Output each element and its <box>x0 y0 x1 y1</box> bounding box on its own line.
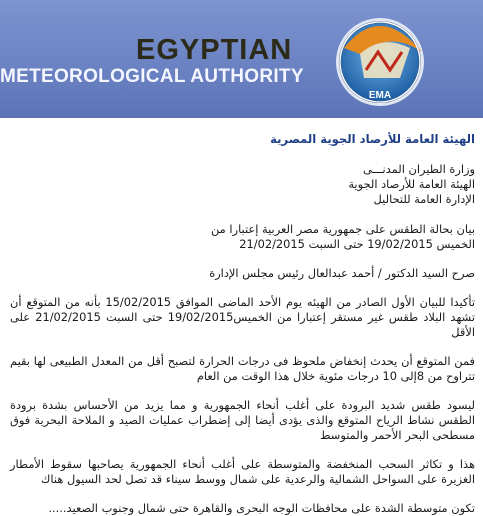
paragraph-3: ليسود طقس شديد البرودة على أغلب أنحاء الجمهورية و مما يزيد من الأحساس بشدة برودة الطقس نشاط الرياح المتوقع والذى يؤدى أيضا إلى إضطراب عمليات الصيد و الملاحة البحرية فوق مسطحى البحر الأحمر والمتوسط <box>10 398 475 442</box>
paragraph-4: هذا و تكاثر السحب المنخفضة والمتوسطة على أغلب أنحاء الجمهورية يصاحبها سقوط الأمطار الغزيرة على السواحل الشمالية والرعدية على شمال ووسط سيناء قد تصل لحد السيول هناك <box>10 457 475 486</box>
page-heading: الهيئة العامة للأرصاد الجوية المصرية <box>270 132 475 146</box>
article-body <box>0 132 483 516</box>
paragraph-5: تكون متوسطة الشدة على محافظات الوجه البحرى والقاهرة حتى شمال وجنوب الصعيد..... <box>48 501 475 515</box>
header-banner <box>0 0 483 118</box>
authority-line: الهيئة العامة للأرصاد الجوية <box>348 177 475 191</box>
paragraph-1: تأكيدا للبيان الأول الصادر من الهيئه يوم الأحد الماضى الموافق 15/02/2015 بأنه من المتوقع أن تشهد البلاد طقس غير مستقر إعتبارا من الخميس19/02/2015 حتى السبت 21/02/2015 على الأقل <box>10 295 475 339</box>
banner-title-authority: METEOROLOGICAL AUTHORITY <box>0 66 304 87</box>
statement-line-2: الخميس 19/02/2015 حتى السبت 21/02/2015 <box>239 237 475 251</box>
ema-logo-icon <box>330 8 450 116</box>
statement-line-1: بيان بحالة الطقس على جمهورية مصر العربية إعتبارا من <box>211 222 475 236</box>
ministry-line: وزارة الطيران المدنـــى <box>363 162 475 176</box>
department-line: الإدارة العامة للتحاليل <box>373 192 475 206</box>
banner-title-egyptian: EGYPTIAN <box>136 34 293 66</box>
paragraph-2: فمن المتوقع أن يحدث إنخفاض ملحوظ فى درجات الحرارة لتصبح أقل من المعدل الطبيعى لها بقيم تتراوح من 8إلى 10 درجات مئوية خلال هذا الوقت من العام <box>10 354 475 383</box>
ema-logo-text: EMA <box>368 90 392 101</box>
chairman-line: صرح السيد الدكتور / أحمد عبدالعال رئيس مجلس الإدارة <box>209 266 475 280</box>
